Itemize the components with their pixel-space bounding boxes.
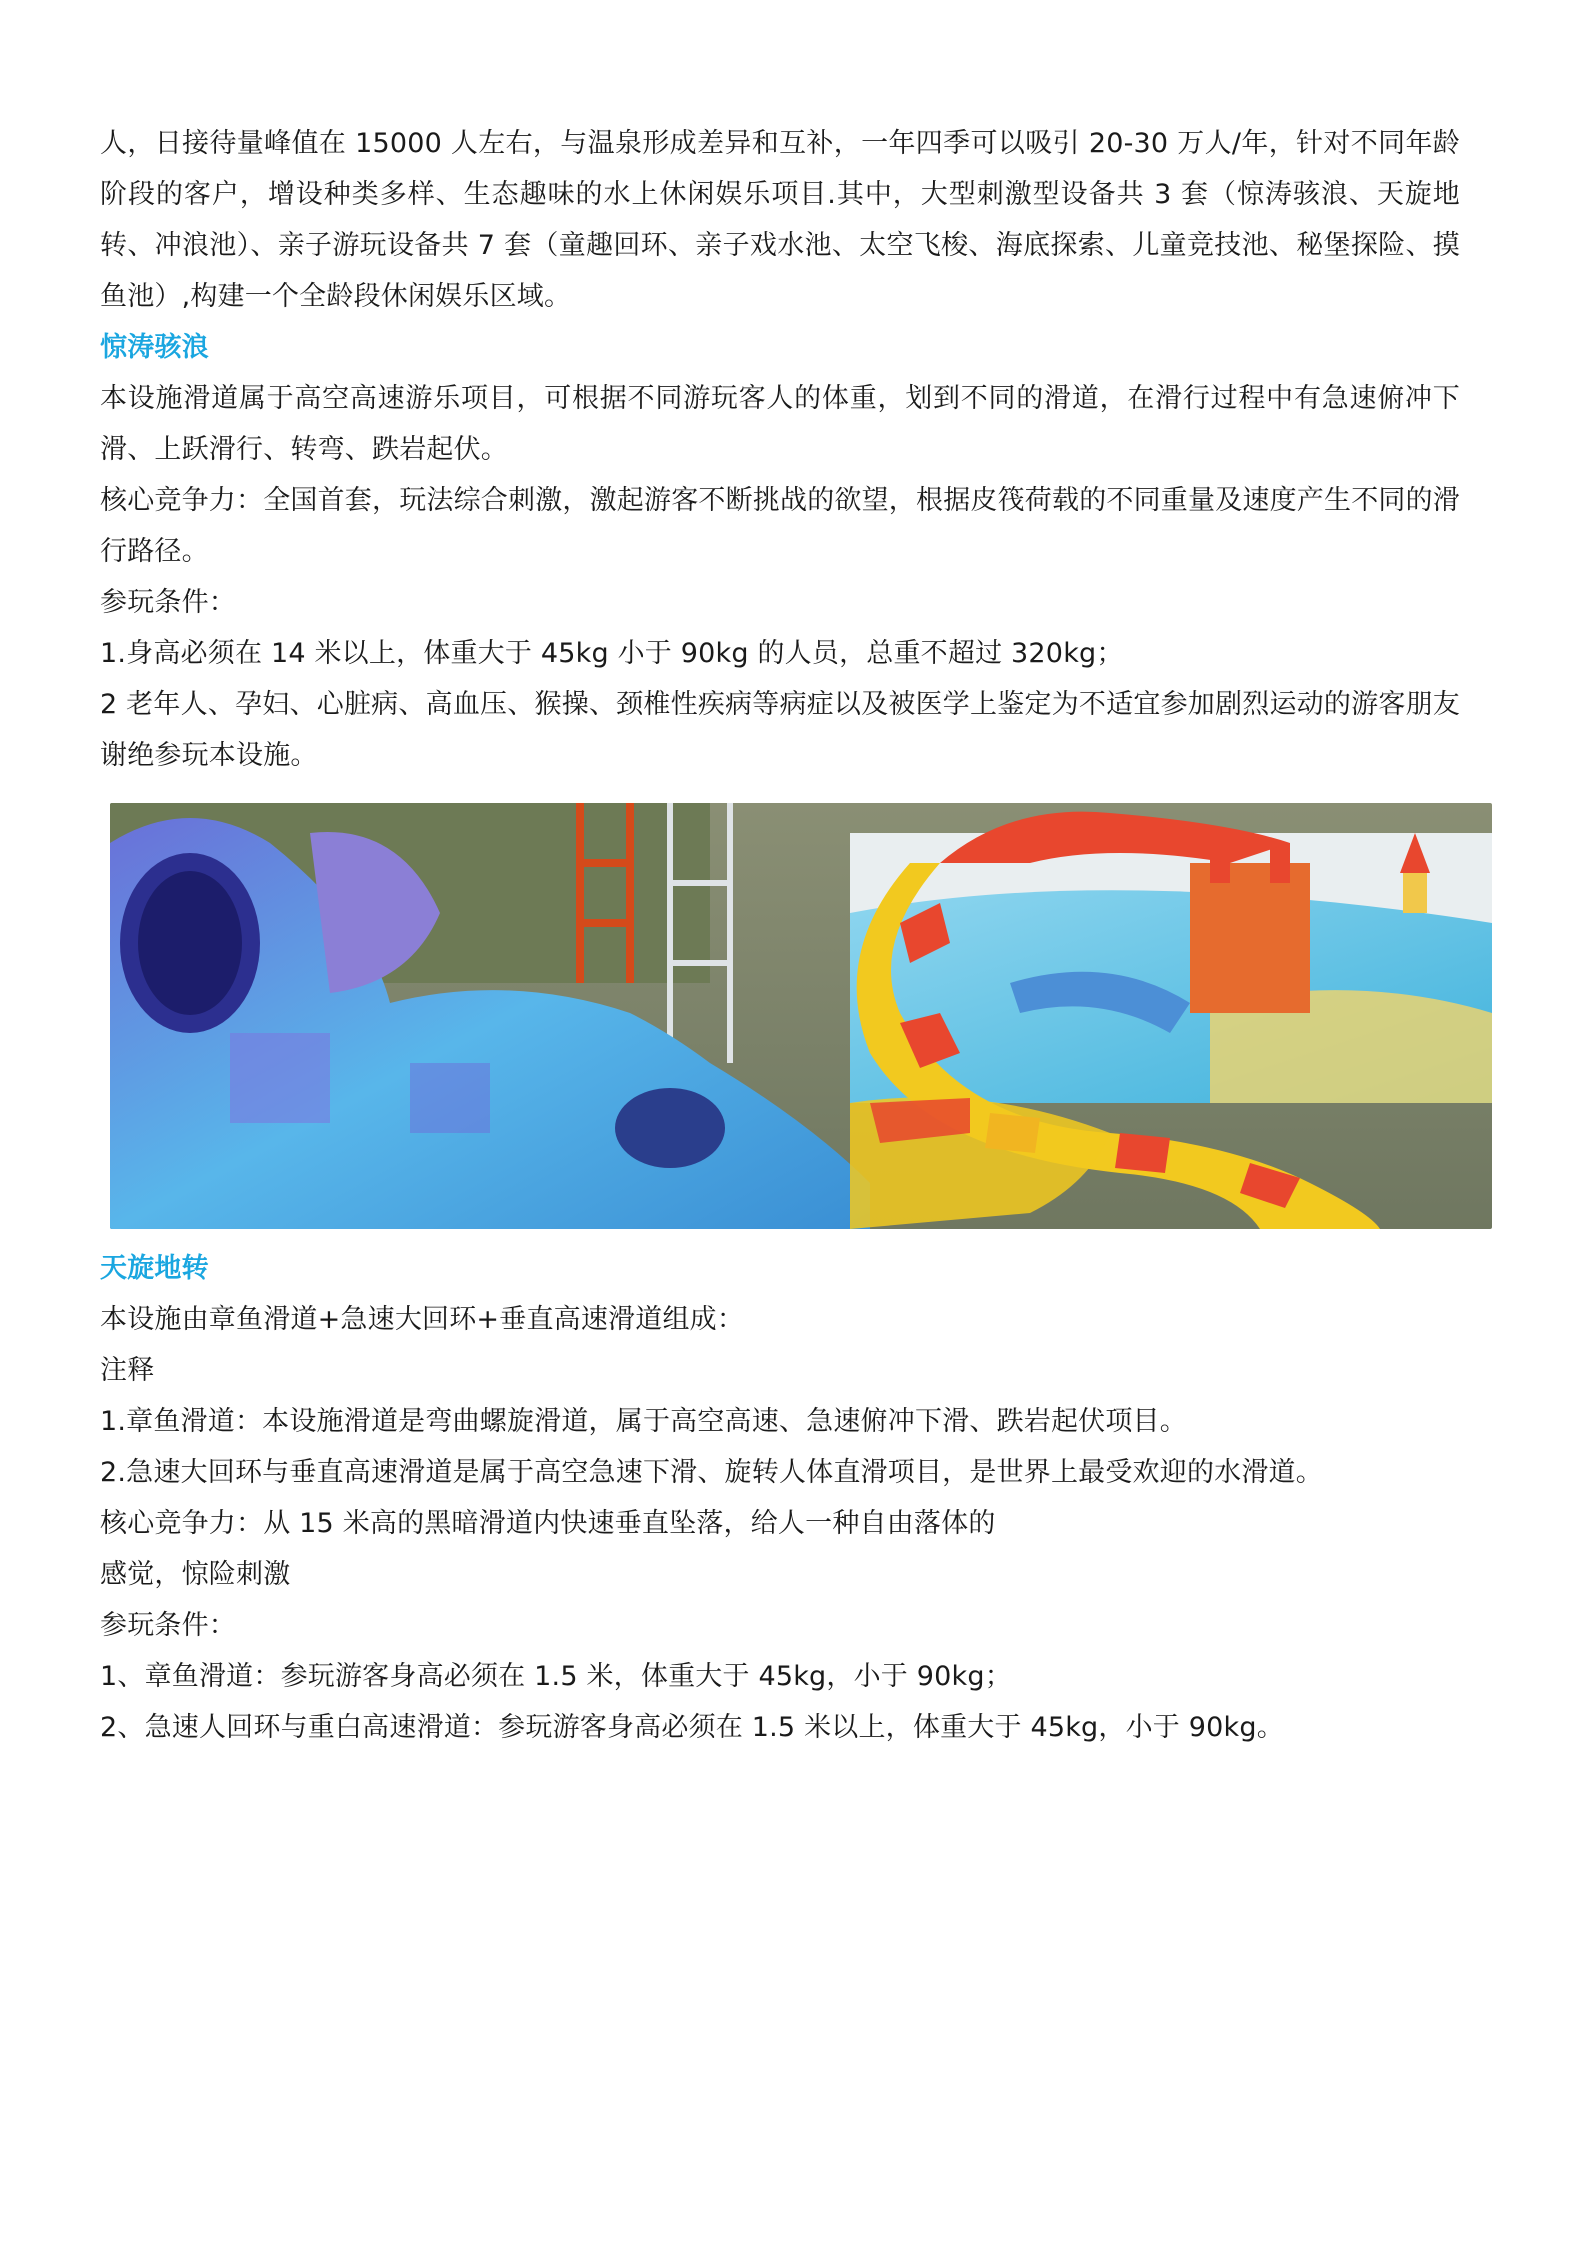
section2-condition-2: 2、急速人回环与重白高速滑道：参玩游客身高必须在 1.5 米以上，体重大于 45kg，小于 90kg。 <box>100 1712 1284 1743</box>
water-slide-photo <box>110 803 1492 1229</box>
section2-note-label: 注释 <box>100 1355 155 1386</box>
section1-condition-1: 1.身高必须在 14 米以上，体重大于 45kg 小于 90kg 的人员，总重不超过 320kg； <box>100 638 1124 669</box>
section-heading-jingtao: 惊涛骇浪 <box>100 332 209 363</box>
section2-core-continuation: 感觉，惊险刺激 <box>100 1559 291 1590</box>
intro-paragraph: 人，日接待量峰值在 15000 人左右，与温泉形成差异和互补，一年四季可以吸引 20-30 万人/年，针对不同年龄阶段的客户，增设种类多样、生态趣味的水上休闲娱乐项目.其中，大型刺激型设备共 3 套（惊涛骇浪、天旋地转、冲浪池）、亲子游玩设备共 7 套（童趣回环、亲子戏水池、太空飞梭、海底探索、儿童竞技池、秘堡探险、摸鱼池）,构建一个全龄段休闲娱乐区域。 <box>100 128 1460 312</box>
document-page <box>100 118 1460 1753</box>
section2-condition-1: 1、章鱼滑道：参玩游客身高必须在 1.5 米，体重大于 45kg，小于 90kg； <box>100 1661 1012 1692</box>
section1-conditions-title: 参玩条件： <box>100 587 236 618</box>
section1-condition-2: 2 老年人、孕妇、心脏病、高血压、猴操、颈椎性疾病等病症以及被医学上鉴定为不适宜参加剧烈运动的游客朋友谢绝参玩本设施。 <box>100 689 1460 771</box>
section2-conditions-title: 参玩条件： <box>100 1610 236 1641</box>
section2-core-competitiveness: 核心竞争力：从 15 米高的黑暗滑道内快速垂直坠落，给人一种自由落体的 <box>100 1508 996 1539</box>
section2-description: 本设施由章鱼滑道+急速大回环+垂直高速滑道组成： <box>100 1304 745 1335</box>
section2-item-2: 2.急速大回环与垂直高速滑道是属于高空急速下滑、旋转人体直滑项目，是世界上最受欢迎的水滑道。 <box>100 1457 1323 1488</box>
section1-description: 本设施滑道属于高空高速游乐项目，可根据不同游玩客人的体重，划到不同的滑道，在滑行过程中有急速俯冲下滑、上跃滑行、转弯、跌岩起伏。 <box>100 383 1460 465</box>
section2-item-1: 1.章鱼滑道：本设施滑道是弯曲螺旋滑道，属于高空高速、急速俯冲下滑、跌岩起伏项目。 <box>100 1406 1187 1437</box>
section1-core-competitiveness: 核心竞争力：全国首套，玩法综合刺激，激起游客不断挑战的欲望，根据皮筏荷载的不同重量及速度产生不同的滑行路径。 <box>100 485 1460 567</box>
section-heading-tianxuan: 天旋地转 <box>100 1253 209 1284</box>
